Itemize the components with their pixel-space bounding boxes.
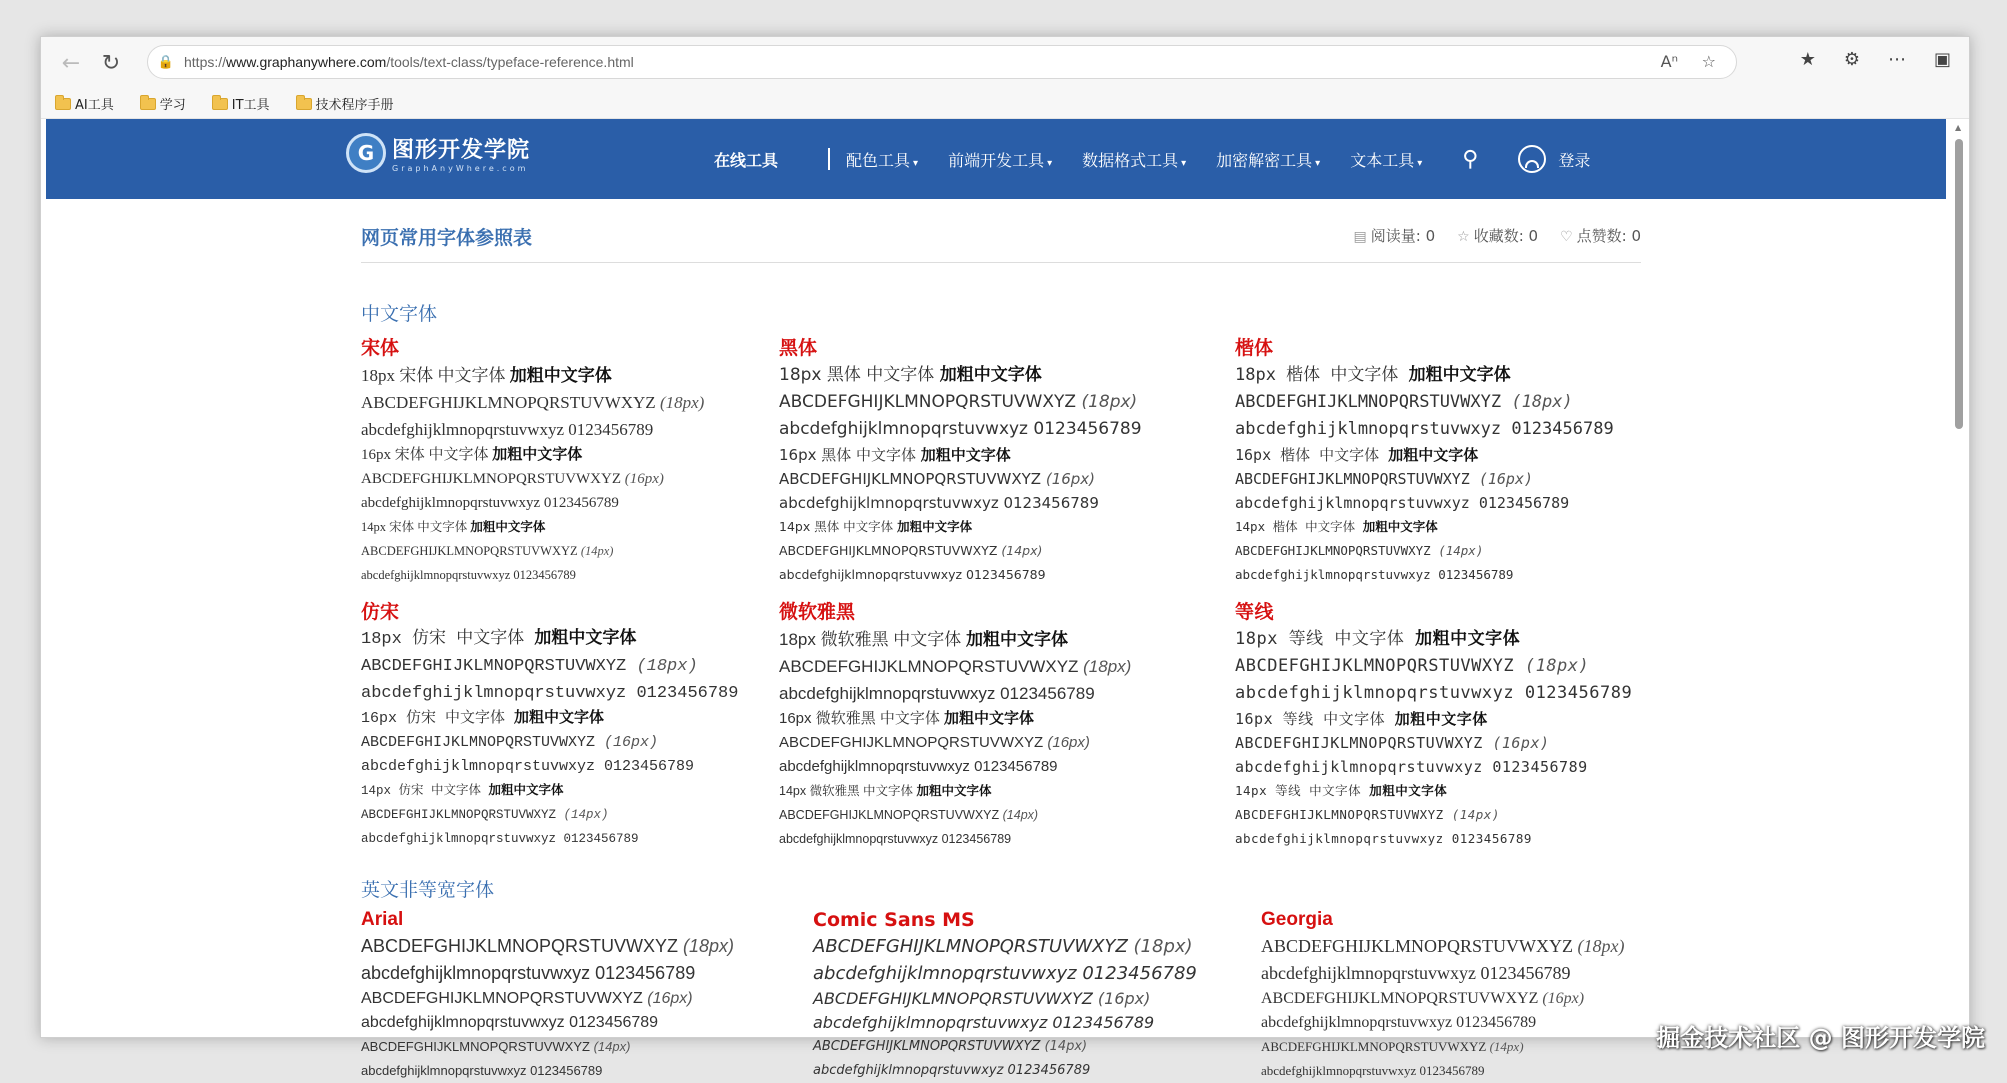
- favorites-icon[interactable]: ★: [1799, 49, 1816, 70]
- scroll-up-icon[interactable]: ▲: [1955, 123, 1962, 132]
- sample-line: 14px 等线 中文字体 加粗中文字体: [1235, 783, 1448, 798]
- logo-mark-icon: G: [346, 133, 386, 173]
- sample-upper: ABCDEFGHIJKLMNOPQRSTUVWXYZ (18px): [779, 657, 1132, 676]
- sample-lower: abcdefghijklmnopqrstuvwxyz 0123456789: [1235, 683, 1633, 703]
- logo-title: 图形开发学院: [392, 138, 531, 163]
- font-name: 楷体: [1235, 337, 1274, 359]
- nav-divider: [828, 148, 830, 170]
- folder-icon: [55, 98, 71, 110]
- sample-lower: abcdefghijklmnopqrstuvwxyz 0123456789: [1261, 1063, 1485, 1078]
- sample-lower: abcdefghijklmnopqrstuvwxyz 0123456789: [779, 684, 1095, 703]
- font-block-songti: [361, 333, 704, 587]
- sample-lower: abcdefghijklmnopqrstuvwxyz 0123456789: [361, 1063, 603, 1078]
- font-name: 等线: [1235, 601, 1275, 623]
- font-name: Comic Sans MS: [813, 909, 975, 931]
- sample-upper: ABCDEFGHIJKLMNOPQRSTUVWXYZ (16px): [813, 989, 1151, 1008]
- sample-line: 18px 宋体 中文字体 加粗中文字体: [361, 366, 612, 385]
- caret-down-icon: ▾: [1181, 157, 1187, 169]
- sample-upper: ABCDEFGHIJKLMNOPQRSTUVWXYZ (18px): [1261, 936, 1625, 956]
- sample-lower: abcdefghijklmnopqrstuvwxyz 0123456789: [813, 963, 1197, 984]
- sample-lower: abcdefghijklmnopqrstuvwxyz 0123456789: [1235, 758, 1588, 776]
- nav-crypto-tools[interactable]: 加密解密工具 ▾: [1216, 150, 1321, 170]
- folder-icon: [296, 98, 312, 110]
- sample-line: 14px 宋体 中文字体 加粗中文字体: [361, 520, 546, 534]
- address-bar-row: [41, 37, 1969, 89]
- sample-line: 18px 等线 中文字体 加粗中文字体: [1235, 629, 1521, 649]
- nav-data-format-tools[interactable]: 数据格式工具 ▾: [1082, 150, 1187, 170]
- sample-lower: abcdefghijklmnopqrstuvwxyz 0123456789: [779, 494, 1099, 512]
- page-scrollbar[interactable]: [1953, 119, 1963, 1031]
- sample-lower: abcdefghijklmnopqrstuvwxyz 0123456789: [1261, 1014, 1537, 1031]
- sample-line: 16px 楷体 中文字体 加粗中文字体: [1235, 446, 1479, 464]
- sample-upper: ABCDEFGHIJKLMNOPQRSTUVWXYZ (16px): [361, 990, 693, 1007]
- sample-lower: abcdefghijklmnopqrstuvwxyz 0123456789: [1235, 494, 1570, 512]
- watermark: 掘金技术社区 @ 图形开发学院: [1656, 1024, 1985, 1052]
- page-stats: [1354, 225, 1641, 246]
- site-header: [46, 119, 1946, 199]
- sample-upper: ABCDEFGHIJKLMNOPQRSTUVWXYZ (14px): [1235, 543, 1484, 558]
- scrollbar-thumb[interactable]: [1955, 139, 1963, 429]
- sample-upper: ABCDEFGHIJKLMNOPQRSTUVWXYZ (16px): [1261, 990, 1585, 1007]
- site-logo[interactable]: [346, 133, 530, 173]
- font-block-georgia: [1261, 909, 1625, 1083]
- sample-lower: abcdefghijklmnopqrstuvwxyz 0123456789: [361, 758, 695, 775]
- star-icon: ☆: [1457, 229, 1470, 245]
- sample-lower: abcdefghijklmnopqrstuvwxyz 0123456789: [361, 684, 739, 703]
- login-link[interactable]: 登录: [1558, 150, 1591, 170]
- nav-frontend-tools[interactable]: 前端开发工具 ▾: [948, 150, 1053, 170]
- read-aloud-icon[interactable]: Aⁿ: [1660, 52, 1678, 71]
- sample-lower: abcdefghijklmnopqrstuvwxyz 0123456789: [1235, 567, 1514, 582]
- back-arrow-icon[interactable]: ←: [61, 50, 81, 76]
- font-name: Arial: [361, 909, 404, 930]
- folder-icon: [212, 98, 228, 110]
- font-name: 宋体: [361, 338, 400, 359]
- sample-lower: abcdefghijklmnopqrstuvwxyz 0123456789: [361, 495, 619, 511]
- nav-text-tools[interactable]: 文本工具 ▾: [1350, 150, 1423, 170]
- main-nav: [714, 119, 1620, 199]
- sample-line: 16px 宋体 中文字体 加粗中文字体: [361, 447, 583, 463]
- url-field[interactable]: [147, 45, 1737, 79]
- refresh-icon[interactable]: ↻: [101, 50, 121, 76]
- sample-upper: ABCDEFGHIJKLMNOPQRSTUVWXYZ (16px): [1235, 470, 1534, 488]
- sample-upper: ABCDEFGHIJKLMNOPQRSTUVWXYZ (18px): [1235, 656, 1590, 676]
- sample-upper: ABCDEFGHIJKLMNOPQRSTUVWXYZ (16px): [779, 734, 1090, 751]
- font-block-comic-sans: [813, 909, 1197, 1083]
- sample-line: 14px 仿宋 中文字体 加粗中文字体: [361, 784, 564, 798]
- sample-line: 14px 微软雅黑 中文字体 加粗中文字体: [779, 784, 992, 798]
- sample-upper: ABCDEFGHIJKLMNOPQRSTUVWXYZ (18px): [779, 392, 1138, 412]
- more-menu-icon[interactable]: ⋯: [1887, 49, 1906, 70]
- sample-lower: abcdefghijklmnopqrstuvwxyz 0123456789: [779, 419, 1142, 439]
- font-block-heiti: [779, 333, 1142, 587]
- logo-subtitle: GraphAnyWhere.com: [392, 164, 529, 173]
- title-divider: [361, 262, 1641, 263]
- caret-down-icon: ▾: [913, 157, 919, 169]
- search-icon[interactable]: ⚲: [1462, 146, 1479, 172]
- reads-icon: ▤: [1353, 229, 1367, 245]
- sample-upper: ABCDEFGHIJKLMNOPQRSTUVWXYZ (18px): [813, 936, 1193, 957]
- sample-line: 14px 楷体 中文字体 加粗中文字体: [1235, 519, 1438, 534]
- nav-color-tools[interactable]: 配色工具 ▾: [846, 150, 919, 170]
- bookmark-folder[interactable]: AI工具: [55, 94, 114, 113]
- reads-count: ▤ 阅读量: 0: [1353, 227, 1436, 245]
- bookmarks-bar: [41, 89, 1969, 119]
- section-title-english: 英文非等宽字体: [361, 879, 495, 901]
- bookmark-folder[interactable]: IT工具: [212, 94, 270, 113]
- bookmark-folder[interactable]: 技术程序手册: [296, 94, 394, 113]
- heart-icon: ♡: [1560, 229, 1573, 245]
- sample-lower: abcdefghijklmnopqrstuvwxyz 0123456789: [779, 832, 1012, 846]
- sample-upper: ABCDEFGHIJKLMNOPQRSTUVWXYZ (18px): [361, 393, 705, 412]
- font-name: Georgia: [1261, 909, 1333, 930]
- likes-count[interactable]: ♡ 点赞数: 0: [1560, 227, 1641, 245]
- favorite-star-icon[interactable]: ☆: [1701, 52, 1716, 71]
- sample-lower: abcdefghijklmnopqrstuvwxyz 0123456789: [361, 420, 654, 439]
- font-block-kaiti: [1235, 333, 1614, 587]
- sample-lower: abcdefghijklmnopqrstuvwxyz 0123456789: [1261, 963, 1571, 983]
- sample-upper: ABCDEFGHIJKLMNOPQRSTUVWXYZ (16px): [1235, 734, 1550, 752]
- sample-lower: abcdefghijklmnopqrstuvwxyz 0123456789: [813, 1013, 1155, 1032]
- sample-line: 18px 仿宋 中文字体 加粗中文字体: [361, 630, 637, 649]
- font-block-yahei: [779, 597, 1131, 851]
- caret-down-icon: ▾: [1417, 157, 1423, 169]
- sample-upper: ABCDEFGHIJKLMNOPQRSTUVWXYZ (16px): [361, 734, 659, 751]
- sample-upper: ABCDEFGHIJKLMNOPQRSTUVWXYZ (14px): [361, 544, 614, 558]
- caret-down-icon: ▾: [1315, 157, 1321, 169]
- caret-down-icon: ▾: [1047, 157, 1053, 169]
- font-block-dengxian: [1235, 597, 1632, 851]
- sample-upper: ABCDEFGHIJKLMNOPQRSTUVWXYZ (14px): [779, 543, 1043, 558]
- nav-online-tools[interactable]: 在线工具: [714, 150, 779, 170]
- sample-line: 18px 楷体 中文字体 加粗中文字体: [1235, 365, 1511, 385]
- sample-upper: ABCDEFGHIJKLMNOPQRSTUVWXYZ (16px): [361, 471, 664, 487]
- sample-upper: ABCDEFGHIJKLMNOPQRSTUVWXYZ (14px): [1235, 807, 1500, 822]
- sample-line: 16px 仿宋 中文字体 加粗中文字体: [361, 710, 605, 727]
- folder-icon: [140, 98, 156, 110]
- sample-lower: abcdefghijklmnopqrstuvwxyz 0123456789: [813, 1063, 1091, 1078]
- sample-upper: ABCDEFGHIJKLMNOPQRSTUVWXYZ (14px): [361, 808, 609, 822]
- sample-line: 18px 微软雅黑 中文字体 加粗中文字体: [779, 630, 1069, 649]
- sample-lower: abcdefghijklmnopqrstuvwxyz 0123456789: [361, 1014, 659, 1031]
- bookmark-folder[interactable]: 学习: [140, 94, 186, 113]
- favorites-count[interactable]: ☆ 收藏数: 0: [1457, 227, 1539, 245]
- sample-upper: ABCDEFGHIJKLMNOPQRSTUVWXYZ (14px): [1261, 1039, 1524, 1054]
- sample-lower: abcdefghijklmnopqrstuvwxyz 0123456789: [361, 832, 639, 846]
- sample-upper: ABCDEFGHIJKLMNOPQRSTUVWXYZ (18px): [361, 936, 735, 956]
- sample-upper: ABCDEFGHIJKLMNOPQRSTUVWXYZ (18px): [361, 657, 698, 676]
- sample-lower: abcdefghijklmnopqrstuvwxyz 0123456789: [779, 758, 1058, 775]
- font-name: 仿宋: [361, 602, 400, 624]
- user-avatar-icon[interactable]: [1518, 145, 1546, 173]
- sample-upper: ABCDEFGHIJKLMNOPQRSTUVWXYZ (16px): [779, 470, 1096, 488]
- extensions-icon[interactable]: ⚙: [1843, 49, 1860, 70]
- sample-line: 14px 黑体 中文字体 加粗中文字体: [779, 519, 973, 534]
- section-title-chinese: 中文字体: [361, 303, 438, 325]
- font-block-fangsong: [361, 597, 738, 851]
- font-block-arial: [361, 909, 734, 1083]
- font-name: 黑体: [779, 337, 818, 359]
- sample-lower: abcdefghijklmnopqrstuvwxyz 0123456789: [1235, 419, 1614, 439]
- sample-lower: abcdefghijklmnopqrstuvwxyz 0123456789: [779, 567, 1046, 582]
- page-title: 网页常用字体参照表: [361, 227, 533, 249]
- sample-line: 16px 黑体 中文字体 加粗中文字体: [779, 446, 1011, 464]
- url-text: https://www.graphanywhere.com/tools/text-class/typeface-reference.html: [184, 54, 634, 70]
- sample-line: 18px 黑体 中文字体 加粗中文字体: [779, 365, 1042, 385]
- sample-lower: abcdefghijklmnopqrstuvwxyz 0123456789: [361, 963, 696, 983]
- sample-upper: ABCDEFGHIJKLMNOPQRSTUVWXYZ (18px): [1235, 392, 1573, 412]
- sample-lower: abcdefghijklmnopqrstuvwxyz 0123456789: [361, 568, 576, 582]
- sample-lower: abcdefghijklmnopqrstuvwxyz 0123456789: [1235, 831, 1532, 846]
- sample-line: 16px 等线 中文字体 加粗中文字体: [1235, 710, 1488, 728]
- sidebar-icon[interactable]: ▣: [1933, 49, 1951, 70]
- sample-upper: ABCDEFGHIJKLMNOPQRSTUVWXYZ (14px): [779, 808, 1039, 822]
- browser-toolbar-icons: [1800, 49, 1951, 70]
- font-name: 微软雅黑: [779, 602, 856, 623]
- sample-upper: ABCDEFGHIJKLMNOPQRSTUVWXYZ (14px): [361, 1039, 631, 1054]
- site-info-icon[interactable]: 🔒: [157, 54, 175, 70]
- sample-upper: ABCDEFGHIJKLMNOPQRSTUVWXYZ (14px): [813, 1039, 1088, 1054]
- sample-line: 16px 微软雅黑 中文字体 加粗中文字体: [779, 710, 1035, 727]
